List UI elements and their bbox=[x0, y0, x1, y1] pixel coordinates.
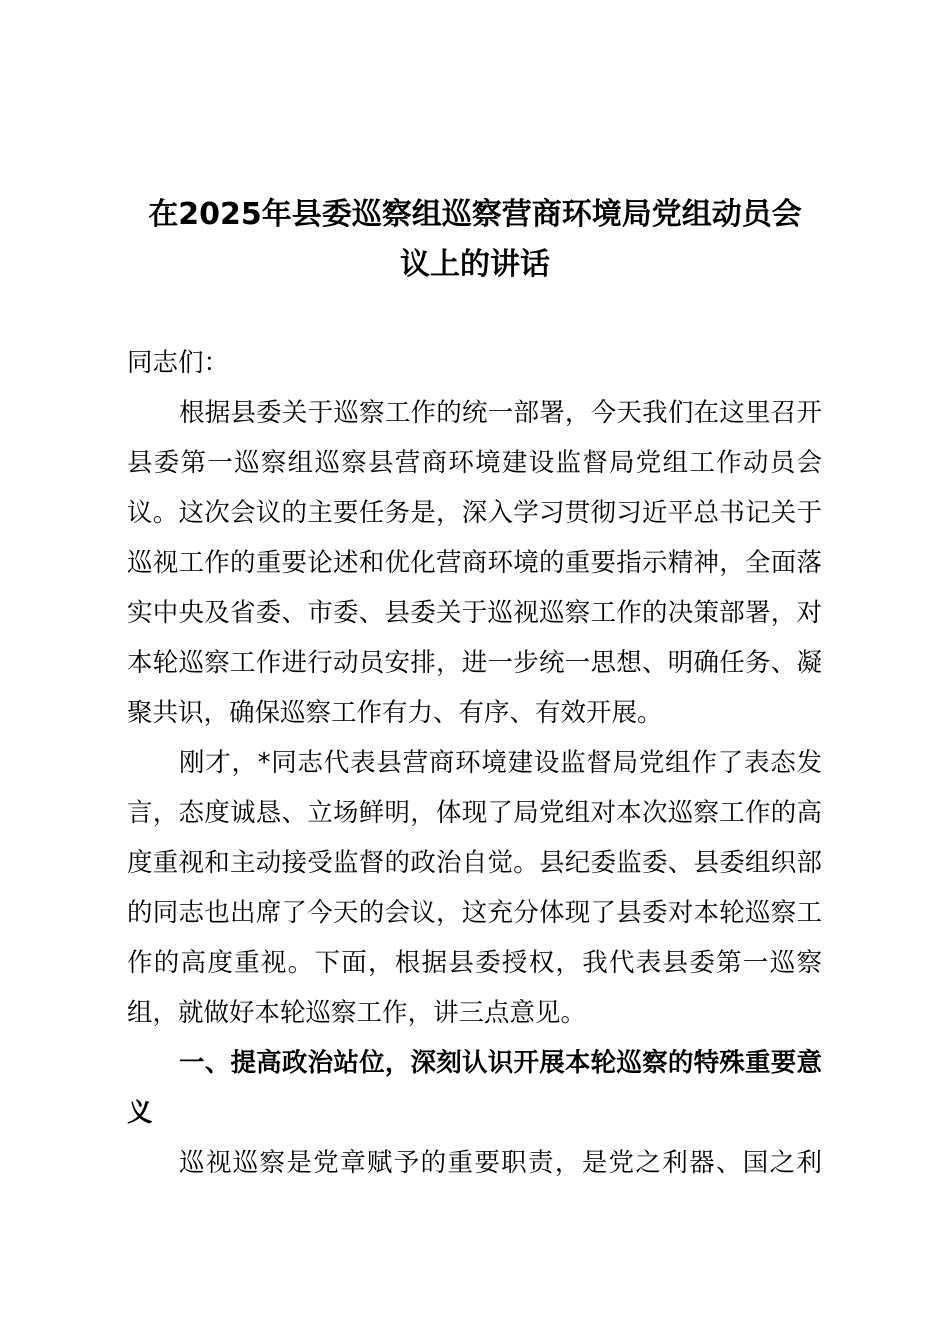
paragraph-line: 作的高度重视。下面，根据县委授权，我代表县委第一巡察 bbox=[127, 948, 822, 978]
paragraph-line: 巡视工作的重要论述和优化营商环境的重要指示精神，全面落 bbox=[127, 548, 822, 578]
title-line: 议上的讲话 bbox=[400, 247, 550, 282]
paragraph-line: 议。这次会议的主要任务是，深入学习贯彻习近平总书记关于 bbox=[127, 498, 822, 528]
paragraph-line: 组，就做好本轮巡察工作，讲三点意见。 bbox=[127, 998, 587, 1028]
paragraph bbox=[127, 388, 822, 738]
paragraph bbox=[127, 1138, 822, 1188]
paragraph-line: 根据县委关于巡察工作的统一部署，今天我们在这里召开 bbox=[179, 398, 822, 428]
paragraph-line: 实中央及省委、市委、县委关于巡视巡察工作的决策部署，对 bbox=[127, 598, 822, 628]
paragraph-line: 义 bbox=[127, 1098, 153, 1128]
paragraph-line: 的同志也出席了今天的会议，这充分体现了县委对本轮巡察工 bbox=[127, 898, 822, 928]
paragraph-line: 言，态度诚恳、立场鲜明，体现了局党组对本次巡察工作的高 bbox=[127, 798, 822, 828]
salutation: 同志们： bbox=[127, 348, 230, 378]
document-body bbox=[127, 338, 822, 1188]
paragraph-line: 聚共识，确保巡察工作有力、有序、有效开展。 bbox=[127, 698, 663, 728]
paragraph-line: 县委第一巡察组巡察县营商环境建设监督局党组工作动员会 bbox=[127, 448, 822, 478]
title-line: 在2025年县委巡察组巡察营商环境局党组动员会 bbox=[148, 197, 802, 232]
paragraph bbox=[127, 738, 822, 1038]
paragraph-line: 一、提高政治站位，深刻认识开展本轮巡察的特殊重要意 bbox=[179, 1048, 822, 1078]
document-title bbox=[100, 190, 850, 290]
paragraph-line: 度重视和主动接受监督的政治自觉。县纪委监委、县委组织部 bbox=[127, 848, 822, 878]
paragraph-line: 巡视巡察是党章赋予的重要职责，是党之利器、国之利 bbox=[179, 1148, 822, 1178]
paragraph-line: 刚才，*同志代表县营商环境建设监督局党组作了表态发 bbox=[179, 748, 822, 778]
paragraph-line: 本轮巡察工作进行动员安排，进一步统一思想、明确任务、凝 bbox=[127, 648, 822, 678]
section-heading bbox=[127, 1038, 822, 1138]
